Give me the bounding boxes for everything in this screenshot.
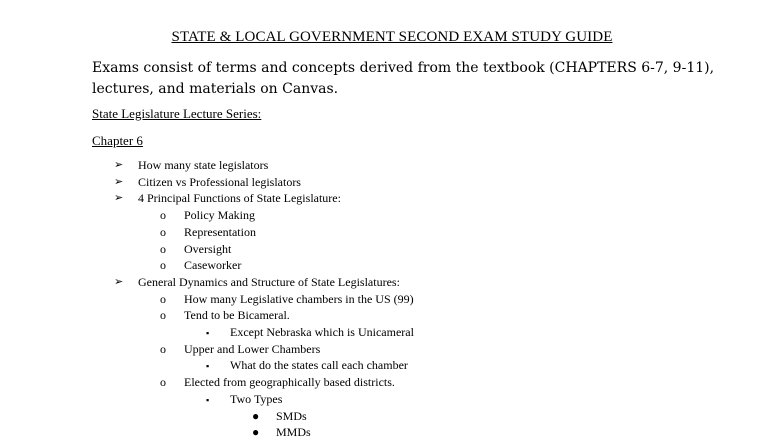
outline-item-text: Except Nebraska which is Unicameral <box>230 325 414 339</box>
outline-item-text: Tend to be Bicameral. <box>184 308 290 322</box>
outline-item-text: How many state legislators <box>138 158 269 172</box>
dot-bullet-icon: ● <box>252 425 260 439</box>
circle-bullet-icon: o <box>160 225 166 239</box>
circle-bullet-icon: o <box>160 342 166 356</box>
circle-bullet-icon: o <box>160 242 166 256</box>
arrow-bullet-icon: ➢ <box>114 176 124 188</box>
outline-item-text: SMDs <box>276 409 307 423</box>
page-title: STATE & LOCAL GOVERNMENT SECOND EXAM STUDY GUIDE <box>171 29 613 45</box>
outline-item-text: Citizen vs Professional legislators <box>138 175 301 189</box>
outline-item-text: Representation <box>184 225 256 239</box>
square-bullet-icon: ▪ <box>206 328 210 338</box>
outline-item-text: Caseworker <box>184 258 242 272</box>
circle-bullet-icon: o <box>160 308 166 322</box>
dot-bullet-icon: ● <box>252 409 260 423</box>
outline-item-text: Two Types <box>230 392 283 406</box>
arrow-bullet-icon: ➢ <box>114 276 124 288</box>
square-bullet-icon: ▪ <box>206 395 210 405</box>
chapter-heading: Chapter 6 <box>92 133 143 148</box>
outline-item-text: Oversight <box>184 242 232 256</box>
outline-item-text: General Dynamics and Structure of State Legislatures: <box>138 275 400 289</box>
circle-bullet-icon: o <box>160 292 166 306</box>
arrow-bullet-icon: ➢ <box>114 159 124 171</box>
outline-item-text: What do the states call each chamber <box>230 358 408 372</box>
series-heading: State Legislature Lecture Series: <box>92 106 262 121</box>
arrow-bullet-icon: ➢ <box>114 192 124 204</box>
intro-paragraph: Exams consist of terms and concepts derived from the textbook (CHAPTERS 6-7, 9-11), lectures, and materials on Canvas. <box>92 60 715 97</box>
outline-item-text: MMDs <box>276 425 311 439</box>
outline-item-text: How many Legislative chambers in the US (99) <box>184 292 414 306</box>
outline-item-text: Elected from geographically based districts. <box>184 375 395 389</box>
circle-bullet-icon: o <box>160 208 166 222</box>
square-bullet-icon: ▪ <box>206 361 210 371</box>
circle-bullet-icon: o <box>160 258 166 272</box>
circle-bullet-icon: o <box>160 375 166 389</box>
outline-item-text: Policy Making <box>184 208 255 222</box>
outline-item-text: 4 Principal Functions of State Legislature: <box>138 191 341 205</box>
outline-item-text: Upper and Lower Chambers <box>184 342 321 356</box>
